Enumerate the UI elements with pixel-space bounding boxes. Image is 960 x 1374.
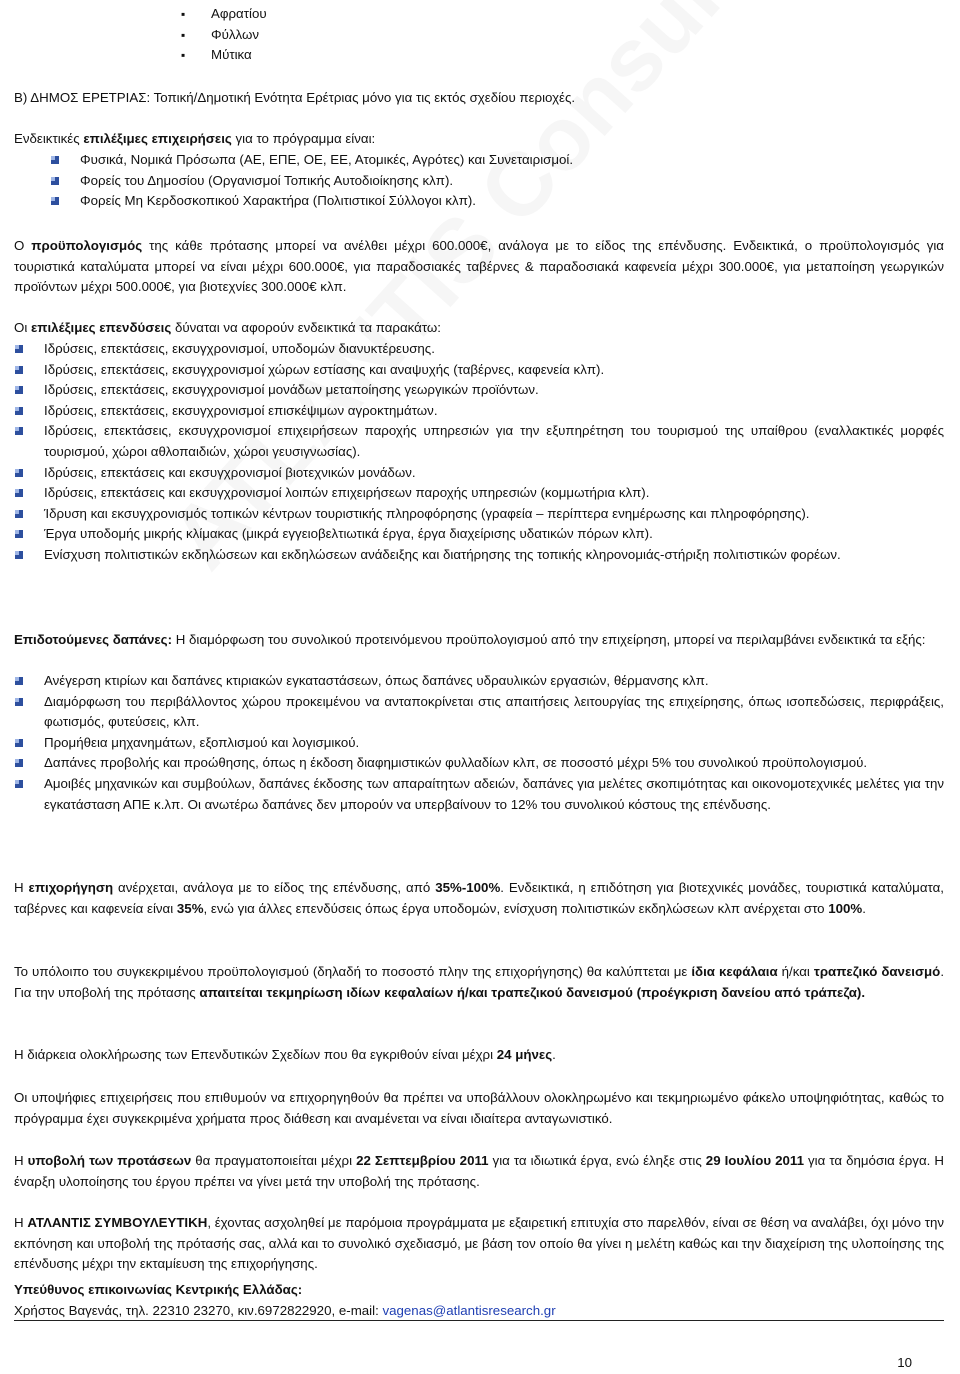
region-list — [181, 4, 481, 66]
bullet-icon — [14, 550, 24, 560]
page-number: 10 — [897, 1355, 912, 1370]
budget-paragraph: Ο προϋπολογισμός της κάθε πρότασης μπορεί να ανέλθει μέχρι 600.000€, ανάλογα με το είδος της επένδυσης. Ενδεικτικά, ο προϋπολογισμός για τουριστικά καταλύματα μπορεί να είναι μέχρι 600.000€, για παραδοσιακές ταβέρνες & παραδοσιακά καφενεία μέχρι 300.000€, για μεταποίηση γεωργικών προϊόντων μέχρι 500.000€, για βιοτεχνίες 300.000€ κλπ. — [14, 238, 944, 295]
bullet-icon — [14, 779, 24, 789]
list-item: Ενίσχυση πολιτιστικών εκδηλώσεων και εκδηλώσεων ανάδειξης και διατήρησης της τοπικής κληρονομιάς-στήριξη πολιτιστικών φορέων. — [14, 545, 944, 566]
bullet-icon — [14, 529, 24, 539]
atlantis-paragraph: Η ΑΤΛΑΝΤΙΣ ΣΥΜΒΟΥΛΕΥΤΙΚΗ, έχοντας ασχοληθεί με παρόμοια προγράμματα με εξαιρετική επιτυχία στο παρελθόν, είναι σε θέση να αναλάβει, όχι μόνο την εκπόνηση και υποβολή της πρότασής σας, αλλά και το συνολικό σχεδιασμό, με βάση τον οποίο θα γίνει η μελέτη καθώς και την διαχείριση της υλοποίησης της επένδυσης μέχρι την εκταμίευση της επιχορήγησης. — [14, 1215, 944, 1272]
eligible-list — [50, 150, 950, 212]
list-item: Φυσικά, Νομικά Πρόσωπα (ΑΕ, ΕΠΕ, ΟΕ, ΕΕ, Ατομικές, Αγρότες) και Συνεταιρισμοί. — [50, 150, 950, 171]
list-item: Ανέγερση κτιρίων και δαπάνες κτιριακών εγκαταστάσεων, όπως δαπάνες υδραυλικών εργασιών, θέρμανσης κλπ. — [14, 671, 944, 692]
bullet-icon — [14, 406, 24, 416]
bullet-icon — [14, 365, 24, 375]
list-item: Ιδρύσεις, επεκτάσεις, εκσυγχρονισμοί επισκέψιμων αγροκτημάτων. — [14, 401, 944, 422]
square-bullet-icon: ▪ — [181, 7, 186, 21]
list-item: Φορείς του Δημοσίου (Οργανισμοί Τοπικής Αυτοδιοίκησης κλπ). — [50, 171, 950, 192]
candidates-paragraph: Οι υποψήφιες επιχειρήσεις που επιθυμούν να επιχορηγηθούν θα πρέπει να υποβάλλουν ολοκληρωμένο και τεκμηριωμένο φάκελο υποψηφιότητας, καθώς το πρόγραμμα έχει συγκεκριμένα χρήματα προς διάθεση και αναμένεται να είναι ιδιαίτερα ανταγωνιστικό. — [14, 1090, 944, 1126]
list-item: Ιδρύσεις, επεκτάσεις και εκσυγχρονισμοί λοιπών επιχειρήσεων παροχής υπηρεσιών (κομμωτήρια κλπ). — [14, 483, 944, 504]
remainder-paragraph: Το υπόλοιπο του συγκεκριμένου προϋπολογισμού (δηλαδή το ποσοστό πλην της επιχορήγησης) θα καλύπτεται με ίδια κεφάλαια ή/και τραπεζικό δανεισμό. Για την υποβολή της πρότασης απαιτείται τεκμηρίωση ιδίων κεφαλαίων ή/και τραπεζικού δανεισμού (προέγκριση δανείου από τράπεζα). — [14, 964, 945, 1000]
list-item: Αμοιβές μηχανικών και συμβούλων, δαπάνες έκδοσης των απαραίτητων αδειών, δαπάνες για μελέτες σκοπιμότητας και οικονομοτεχνικές μελέτες για την εγκατάσταση ΑΠΕ κ.λπ. Οι ανωτέρω δαπάνες δεν μπορούν να υπερβαίνουν το 12% του συνολικού κόστους της επένδυσης. — [14, 774, 944, 815]
list-item: ▪ Φύλλων — [181, 25, 481, 46]
investments-list — [14, 339, 944, 566]
submission-paragraph: Η υποβολή των προτάσεων θα πραγματοποιείται μέχρι 22 Σεπτεμβρίου 2011 για τα ιδιωτικά έργα, ενώ έληξε στις 29 Ιουλίου 2011 για τα δημόσια έργα. Η έναρξη υλοποίησης του έργου πρέπει να γίνει μετά την υποβολή της πρότασης. — [14, 1153, 944, 1189]
bullet-icon — [14, 344, 24, 354]
expenses-list — [14, 671, 944, 815]
email-link[interactable]: vagenas@atlantisresearch.gr — [382, 1302, 556, 1318]
contact-heading: Υπεύθυνος επικοινωνίας Κεντρικής Ελλάδας: — [14, 1282, 303, 1297]
bullet-icon — [50, 155, 60, 165]
contact-line: Χρήστος Βαγενάς, τηλ. 22310 23270, κιν.6972822920, e-mail: vagenas@atlantisresearch.gr — [14, 1302, 556, 1318]
contact-block — [14, 1280, 944, 1321]
list-item: Ιδρύσεις, επεκτάσεις και εκσυγχρονισμοί βιοτεχνικών μονάδων. — [14, 463, 944, 484]
list-item: Ιδρύσεις, επεκτάσεις, εκσυγχρονισμοί μονάδων μεταποίησης γεωργικών προϊόντων. — [14, 380, 944, 401]
bullet-icon — [14, 758, 24, 768]
bullet-icon — [50, 176, 60, 186]
square-bullet-icon: ▪ — [181, 27, 186, 42]
bullet-icon — [14, 738, 24, 748]
grant-paragraph: Η επιχορήγηση ανέρχεται, ανάλογα με το είδος της επένδυσης, από 35%-100%. Ενδεικτικά, η επιδότηση για βιοτεχνικές μονάδες, τουριστικά καταλύματα, ταβέρνες και καφενεία είναι 35%, ενώ για άλλες επενδύσεις όπως έργα υποδομών, ενίσχυση πολιτιστικών εκδηλώσεων κλπ ανέρχεται στο 100%. — [14, 880, 944, 916]
eligible-intro: Ενδεικτικές επιλέξιμες επιχειρήσεις για το πρόγραμμα είναι: — [14, 131, 376, 146]
list-item: Ιδρύσεις, επεκτάσεις, εκσυγχρονισμοί, υποδομών διανυκτέρευσης. — [14, 339, 944, 360]
bullet-icon — [14, 509, 24, 519]
list-item: Ίδρυση και εκσυγχρονισμός τοπικών κέντρων τουριστικής πληροφόρησης (γραφεία – περίπτερα ενημέρωσης και πληροφόρησης). — [14, 504, 944, 525]
list-item: Προμήθεια μηχανημάτων, εξοπλισμού και λογισμικού. — [14, 733, 944, 754]
duration-paragraph: Η διάρκεια ολοκλήρωσης των Επενδυτικών Σχεδίων που θα εγκριθούν είναι μέχρι 24 μήνες. — [14, 1047, 556, 1062]
section-b-text: Β) ΔΗΜΟΣ ΕΡΕΤΡΙΑΣ: Τοπική/Δημοτική Ενότητα Ερέτριας μόνο για τις εκτός σχεδίου περιοχές. — [14, 90, 576, 105]
bullet-icon — [14, 676, 24, 686]
bullet-icon — [14, 697, 24, 707]
list-item: Φορείς Μη Κερδοσκοπικού Χαρακτήρα (Πολιτιστικοί Σύλλογοι κλπ). — [50, 191, 950, 212]
list-item: ▪ Μύτικα — [181, 45, 481, 66]
list-item: Διαμόρφωση του περιβάλλοντος χώρου προκειμένου να ανταποκρίνεται στις απαιτήσεις λειτουργίας της επιχείρησης, όπως ισοπεδώσεις, περιφράξεις, φωτισμός, φυτεύσεις, κλπ. — [14, 692, 944, 733]
list-item: ▪ Αφρατίου — [181, 4, 481, 25]
list-item: Ιδρύσεις, επεκτάσεις, εκσυγχρονισμοί επιχειρήσεων παροχής υπηρεσιών για την εξυπηρέτηση του τουρισμού της υπαίθρου (εναλλακτικές μορφές τουρισμού, χώροι αθλοπαιδιών, χώροι γευσιγνωσίας). — [14, 421, 944, 462]
investments-intro: Οι επιλέξιμες επενδύσεις δύναται να αφορούν ενδεικτικά τα παρακάτω: — [14, 320, 441, 335]
bullet-icon — [14, 385, 24, 395]
list-item: Ιδρύσεις, επεκτάσεις, εκσυγχρονισμοί χώρων εστίασης και αναψυχής (ταβέρνες, καφενεία κλπ). — [14, 360, 944, 381]
expenses-intro: Επιδοτούμενες δαπάνες: Η διαμόρφωση του συνολικού προτεινόμενου προϋπολογισμού από την επιχείρηση, μπορεί να περιλαμβάνει ενδεικτικά τα εξής: — [14, 632, 926, 647]
list-item: Δαπάνες προβολής και προώθησης, όπως η έκδοση διαφημιστικών φυλλαδίων κλπ, σε ποσοστό μέχρι 5% του συνολικού προϋπολογισμού. — [14, 753, 944, 774]
bullet-icon — [14, 488, 24, 498]
square-bullet-icon: ▪ — [181, 48, 186, 63]
bullet-icon — [14, 468, 24, 478]
list-item: Έργα υποδομής μικρής κλίμακας (μικρά εγγειοβελτιωτικά έργα, έργα διαχείρισης υδατικών πόρων κλπ). — [14, 524, 944, 545]
bullet-icon — [50, 196, 60, 206]
bullet-icon — [14, 426, 24, 436]
